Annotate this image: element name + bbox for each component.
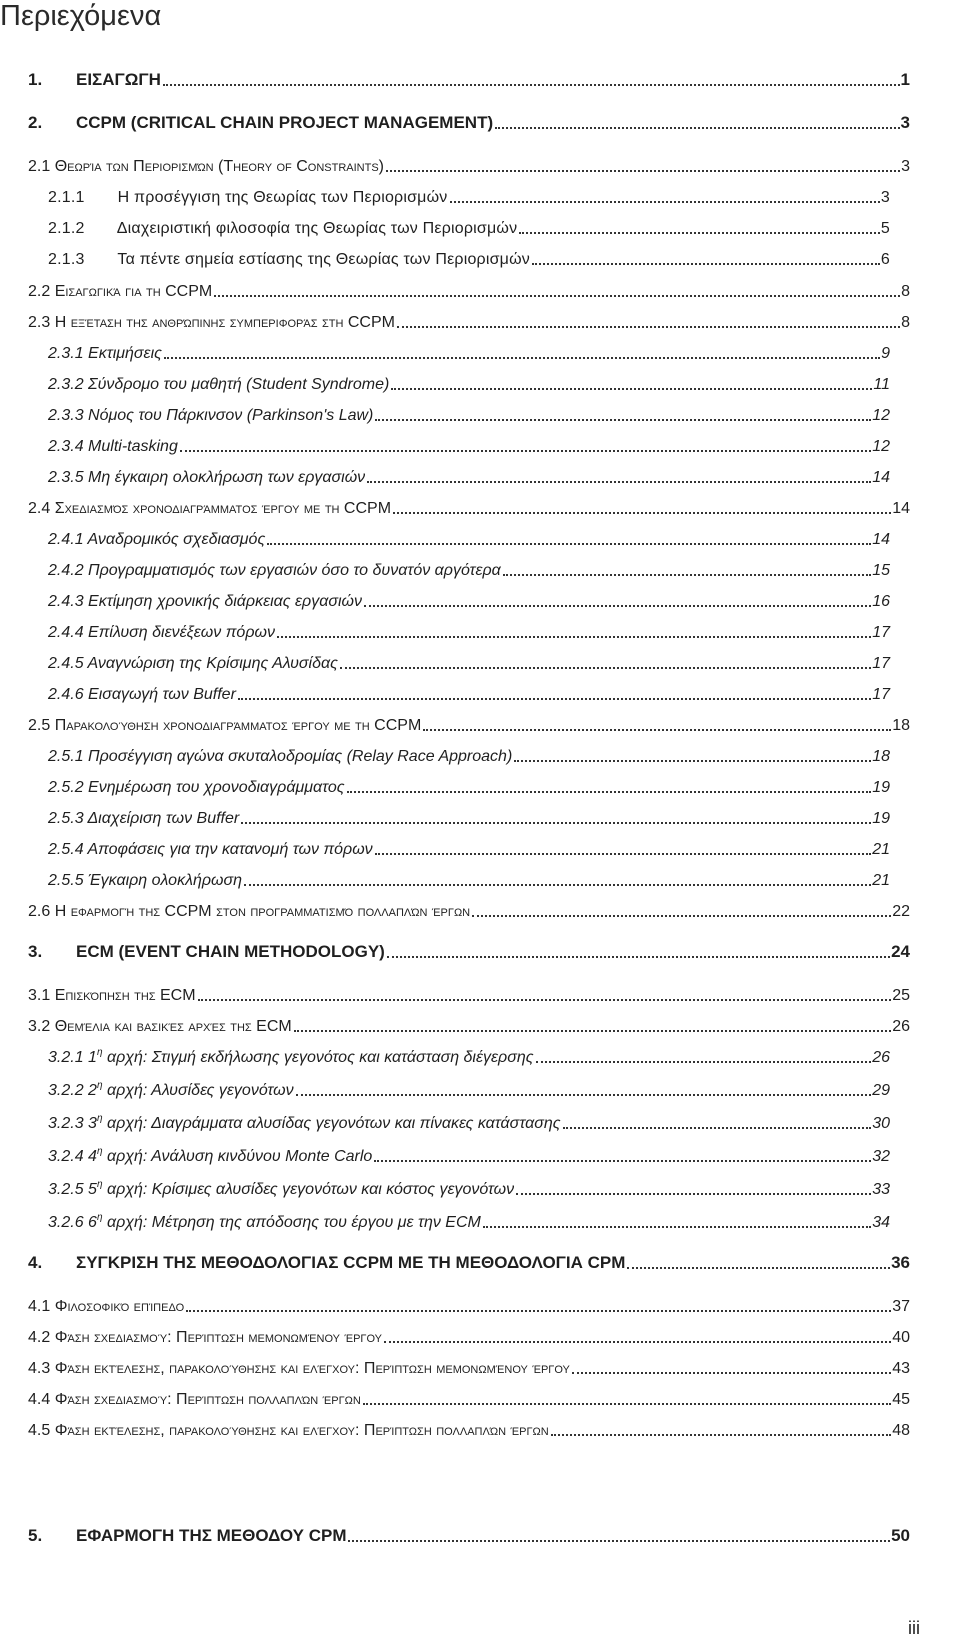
toc-entry-label: Παρακολούθηση χρονοδιαγράμματος έργου με τη CCPM — [50, 717, 422, 734]
toc-entry-page: 14 — [892, 500, 910, 517]
toc-entry-page: 45 — [892, 1391, 910, 1408]
toc-entry-label: Φάση εκτέλεσης, παρακολούθησης και ελέγχου: Περίπτωση μεμονωμένου έργου — [50, 1360, 570, 1377]
toc-entry-page: 19 — [872, 779, 890, 796]
toc-entry-label: Διαχειριστική φιλοσοφία της Θεωρίας των Περιορισμών — [113, 220, 518, 237]
toc-entry[interactable] — [48, 1043, 890, 1067]
toc-entry-number: 2.3.1 — [48, 345, 84, 362]
toc-entry-label: Ενημέρωση του χρονοδιαγράμματος — [83, 779, 345, 796]
toc-entry-title — [48, 624, 275, 642]
toc-entry-title — [48, 1181, 514, 1199]
toc-entry-number: 3.2.4 4 — [48, 1148, 97, 1165]
toc-entry-title — [48, 220, 517, 238]
toc-entry-number: 2.1 — [28, 158, 51, 175]
toc-entry-page: 17 — [872, 686, 890, 703]
toc-entry-title — [28, 500, 391, 518]
dot-leader — [393, 512, 891, 514]
toc-entry-label: Εισαγωγή των Buffer — [83, 686, 236, 703]
toc-entry[interactable] — [48, 680, 890, 704]
dot-leader — [364, 605, 871, 607]
toc-entry-page: 26 — [872, 1049, 890, 1066]
toc-entry[interactable] — [28, 1249, 910, 1273]
dot-leader — [375, 853, 872, 855]
toc-entry-page: 43 — [892, 1360, 910, 1377]
toc-entry-page: 26 — [892, 1018, 910, 1035]
toc-entry-label: Αποφάσεις για την κατανομή των πόρων — [83, 841, 373, 858]
toc-entry-title — [48, 593, 362, 611]
dot-leader — [186, 1310, 891, 1312]
toc-entry-page: 6 — [880, 251, 890, 268]
ordinal-superscript: η — [96, 1179, 103, 1190]
toc-entry-page: 14 — [872, 531, 890, 548]
toc-entry-page: 48 — [892, 1422, 910, 1439]
toc-entry[interactable] — [28, 981, 910, 1005]
toc-entry-page: 25 — [892, 987, 910, 1004]
dot-leader — [375, 419, 871, 421]
toc-entry[interactable] — [48, 804, 890, 828]
toc-entry-page: 30 — [872, 1115, 890, 1132]
dot-leader — [495, 127, 899, 129]
toc-entry-title — [48, 779, 345, 797]
toc-entry-number: 3.2.2 2 — [48, 1082, 97, 1099]
dot-leader — [516, 1193, 871, 1195]
toc-entry-label: Μη έγκαιρη ολοκλήρωση των εργασιών — [83, 469, 366, 486]
dot-leader — [483, 1226, 871, 1228]
toc-entry-number: 2.3.4 — [48, 438, 84, 455]
dot-leader — [238, 698, 871, 700]
toc-entry-label: Εισαγωγικά για τη CCPM — [50, 283, 213, 300]
toc-entry-label: Multi-tasking — [83, 438, 178, 455]
toc-entry-page: 15 — [872, 562, 890, 579]
toc-entry-label: Η προσέγγιση της Θεωρίας των Περιορισμών — [113, 189, 448, 206]
toc-entry-title — [48, 345, 162, 363]
toc-entry-number: 2.2 — [28, 283, 51, 300]
toc-entry-title — [28, 942, 385, 962]
toc-entry-number: 3.2.6 6 — [48, 1214, 97, 1231]
toc-entry-number: 2.4.1 — [48, 531, 84, 548]
ordinal-superscript: η — [96, 1113, 103, 1124]
toc-entry-page: 12 — [872, 407, 890, 424]
toc-entry-label: Φάση εκτέλεσης, παρακολούθησης και ελέγχου: Περίπτωση πολλαπλών έργων — [50, 1422, 549, 1439]
toc-entry-title — [48, 407, 373, 425]
toc-entry-number: 2.3.3 — [48, 407, 84, 424]
toc-entry-number: 2.5.1 — [48, 748, 84, 765]
toc-entry-page: 32 — [872, 1148, 890, 1165]
toc-entry-title — [28, 1329, 382, 1347]
toc-entry-title — [48, 189, 448, 207]
toc-entry-label: Αναγνώριση της Κρίσιμης Αλυσίδας — [83, 655, 338, 672]
dot-leader — [244, 884, 871, 886]
toc-entry-label: Φάση σχεδιασμού: Περίπτωση μεμονωμένου έργου — [50, 1329, 383, 1346]
dot-leader — [503, 574, 871, 576]
toc-entry-number: 5. — [28, 1526, 43, 1545]
toc-entry-title — [48, 1082, 294, 1100]
toc-entry[interactable] — [48, 401, 890, 425]
toc-entry-page: 14 — [872, 469, 890, 486]
toc-entry-number: 4.4 — [28, 1391, 51, 1408]
toc-entry-title — [48, 438, 178, 456]
toc-entry[interactable] — [28, 1292, 910, 1316]
toc-entry[interactable] — [48, 339, 890, 363]
toc-entry-title — [48, 748, 512, 766]
toc-entry-title — [28, 1391, 361, 1409]
toc-entry-title — [48, 1049, 534, 1067]
toc-entry-label: Σχεδιασμός χρονοδιαγράμματος έργου με τη CCPM — [50, 500, 392, 517]
dot-leader — [532, 263, 880, 265]
toc-entry-page: 18 — [892, 717, 910, 734]
toc-entry-number: 2.5.5 — [48, 872, 84, 889]
dot-leader — [180, 450, 871, 452]
toc-entry-title — [28, 314, 395, 332]
toc-entry-label: Έγκαιρη ολοκλήρωση — [83, 872, 242, 889]
dot-leader — [472, 915, 891, 917]
toc-entry-label: Επίλυση διενέξεων πόρων — [83, 624, 275, 641]
toc-entry-page: 3 — [901, 158, 910, 175]
dot-leader — [163, 84, 900, 86]
dot-leader — [348, 1540, 890, 1542]
dot-leader — [536, 1061, 872, 1063]
toc-entry[interactable] — [48, 370, 890, 394]
toc-entry[interactable] — [28, 494, 910, 518]
toc-entry-label: Σύνδρομο του μαθητή (Student Syndrome) — [83, 376, 390, 393]
dot-leader — [367, 481, 871, 483]
toc-entry-number: 3.2 — [28, 1018, 51, 1035]
toc-entry-label: Νόμος του Πάρκινσον (Parkinson's Law) — [83, 407, 374, 424]
toc-entry[interactable] — [48, 866, 890, 890]
toc-entry-page: 34 — [872, 1214, 890, 1231]
ordinal-superscript: η — [96, 1047, 103, 1058]
toc-entry-label: ΣΥΓΚΡΙΣΗ ΤΗΣ ΜΕΘΟΔΟΛΟΓΙΑΣ CCPM ΜΕ ΤΗ ΜΕΘΟΔΟΛΟΓΙΑ CPM — [76, 1253, 626, 1272]
toc-entry-number: 2.5.2 — [48, 779, 84, 796]
toc-entry-number: 3. — [28, 942, 43, 961]
toc-entry-label: Αναδρομικός σχεδιασμός — [83, 531, 266, 548]
page-title: Περιεχόμενα — [0, 0, 162, 32]
toc-entry-number: 2.3.2 — [48, 376, 84, 393]
toc-entry-label: ECM (EVENT CHAIN METHODOLOGY) — [76, 942, 385, 961]
toc-entry-label: Εκτιμήσεις — [83, 345, 162, 362]
toc-entry-title — [48, 469, 365, 487]
toc-entry-label: αρχή: Αλυσίδες γεγονότων — [102, 1082, 294, 1099]
dot-leader — [296, 1094, 872, 1096]
toc-entry-number: 4.3 — [28, 1360, 51, 1377]
toc-entry[interactable] — [48, 245, 890, 269]
toc-entry-page: 36 — [891, 1253, 910, 1272]
toc-entry-number: 2.5 — [28, 717, 51, 734]
toc-entry-number: 4.2 — [28, 1329, 51, 1346]
toc-entry-label: Φιλοσοφικό επίπεδο — [50, 1298, 185, 1315]
toc-entry[interactable] — [28, 1012, 910, 1036]
toc-entry-page: 24 — [891, 942, 910, 961]
toc-entry-page: 12 — [872, 438, 890, 455]
toc-entry-label: Η εφαρμογή της CCPM στον προγραμματισμό πολλαπλών έργων — [50, 903, 471, 920]
toc-entry[interactable] — [48, 183, 890, 207]
toc-entry-page: 1 — [900, 70, 910, 89]
toc-entry[interactable] — [48, 742, 890, 766]
toc-entry-label: Θεωρία των Περιορισμών (Theory of Constraints) — [50, 158, 384, 175]
toc-entry[interactable] — [28, 308, 910, 332]
dot-leader — [627, 1267, 890, 1269]
dot-leader — [384, 1341, 891, 1343]
toc-entry-page: 8 — [901, 314, 910, 331]
toc-entry-title — [48, 841, 373, 859]
toc-entry-page: 21 — [872, 841, 890, 858]
toc-entry-page: 40 — [892, 1329, 910, 1346]
toc-entry-title — [28, 1526, 346, 1546]
toc-entry-label: αρχή: Διαγράμματα αλυσίδας γεγονότων και πίνακες κατάστασης — [102, 1115, 561, 1132]
toc-entry-number: 2.6 — [28, 903, 51, 920]
toc-entry[interactable] — [48, 835, 890, 859]
dot-leader — [164, 357, 880, 359]
toc-entry-page: 21 — [872, 872, 890, 889]
toc-entry-page: 18 — [872, 748, 890, 765]
toc-entry-page: 37 — [892, 1298, 910, 1315]
toc-entry-title — [28, 1298, 184, 1316]
toc-entry-number: 2.5.4 — [48, 841, 84, 858]
toc-entry-label: αρχή: Ανάλυση κινδύνου Monte Carlo — [102, 1148, 373, 1165]
toc-entry-title — [48, 810, 239, 828]
toc-entry-page: 3 — [900, 113, 910, 132]
ordinal-superscript: η — [96, 1212, 103, 1223]
toc-entry[interactable] — [28, 1416, 910, 1440]
toc-entry[interactable] — [28, 1354, 910, 1378]
toc-entry[interactable] — [28, 1522, 910, 1546]
dot-leader — [563, 1127, 872, 1129]
toc-entry-number: 2.4.5 — [48, 655, 84, 672]
toc-entry-page: 19 — [872, 810, 890, 827]
toc-entry-title — [48, 872, 242, 890]
footer-page-number: iii — [908, 1618, 920, 1638]
dot-leader — [340, 667, 871, 669]
toc-entry-title — [48, 251, 530, 269]
toc-entry-number: 2.4.3 — [48, 593, 84, 610]
toc-entry[interactable] — [28, 152, 910, 176]
toc-entry-number: 2.5.3 — [48, 810, 84, 827]
toc-entry[interactable] — [28, 938, 910, 962]
toc-entry-number: 2.3 — [28, 314, 51, 331]
toc-entry[interactable] — [28, 1385, 910, 1409]
toc-entry-number: 4.5 — [28, 1422, 51, 1439]
toc-entry-number: 2.3.5 — [48, 469, 84, 486]
toc-entry[interactable] — [48, 1208, 890, 1232]
toc-entry-page: 17 — [872, 655, 890, 672]
toc-entry[interactable] — [48, 463, 890, 487]
dot-leader — [214, 295, 900, 297]
toc-entry[interactable] — [48, 618, 890, 642]
toc-entry-number: 2.1.1 — [48, 189, 85, 206]
ordinal-superscript: η — [96, 1146, 103, 1157]
toc-entry-number: 2.1.3 — [48, 251, 85, 268]
toc-entry-number: 2.4.4 — [48, 624, 84, 641]
toc-entry-title — [28, 717, 421, 735]
dot-leader — [386, 170, 900, 172]
toc-entry-title — [48, 562, 501, 580]
toc-entry-title — [48, 1148, 372, 1166]
toc-entry-title — [28, 1253, 625, 1273]
toc-entry-label: Διαχείριση των Buffer — [83, 810, 240, 827]
toc-entry-number: 3.1 — [28, 987, 51, 1004]
toc-entry[interactable] — [48, 1109, 890, 1133]
toc-entry-title — [28, 987, 196, 1005]
dot-leader — [572, 1372, 891, 1374]
toc-entry-title — [28, 903, 470, 921]
toc-entry[interactable] — [48, 587, 890, 611]
toc-entry-title — [28, 1018, 292, 1036]
dot-leader — [519, 232, 880, 234]
dot-leader — [198, 999, 892, 1001]
toc-entry-number: 3.2.5 5 — [48, 1181, 97, 1198]
dot-leader — [397, 326, 900, 328]
toc-entry[interactable] — [28, 109, 910, 133]
toc-entry-label: Εκτίμηση χρονικής διάρκειας εργασιών — [83, 593, 362, 610]
toc-entry-title — [48, 1115, 561, 1133]
toc-entry-page: 50 — [891, 1526, 910, 1545]
toc-entry-page: 11 — [873, 376, 890, 393]
toc-entry[interactable] — [48, 1142, 890, 1166]
toc-entry-number: 4. — [28, 1253, 43, 1272]
toc-entry[interactable] — [48, 1076, 890, 1100]
toc-entry-label: ΕΙΣΑΓΩΓΗ — [76, 70, 161, 89]
toc-entry-number: 2. — [28, 113, 43, 132]
toc-entry-label: Η εξέταση της ανθρώπινης συμπεριφοράς στη CCPM — [50, 314, 395, 331]
toc-entry-label: Επισκόπηση της ECM — [50, 987, 196, 1004]
toc-entry-title — [48, 376, 389, 394]
toc-entry-page: 17 — [872, 624, 890, 641]
toc-entry-page: 22 — [892, 903, 910, 920]
toc-entry[interactable] — [48, 649, 890, 673]
toc-entry-title — [28, 283, 212, 301]
toc-entry-label: αρχή: Στιγμή εκδήλωσης γεγονότος και κατάσταση διέγερσης — [102, 1049, 534, 1066]
toc-entry-title — [28, 1422, 549, 1440]
toc-entry-page: 5 — [880, 220, 890, 237]
toc-entry[interactable] — [28, 277, 910, 301]
toc-entry-page: 16 — [872, 593, 890, 610]
toc-entry-page: 29 — [872, 1082, 890, 1099]
toc-entry-page: 33 — [872, 1181, 890, 1198]
toc-entry-label: ΕΦΑΡΜΟΓΗ ΤΗΣ ΜΕΘΟΔΟΥ CPM — [76, 1526, 347, 1545]
toc-entry-number: 2.4 — [28, 500, 51, 517]
dot-leader — [363, 1403, 891, 1405]
toc-entry-label: Φάση σχεδιασμού: Περίπτωση πολλαπλών έργων — [50, 1391, 361, 1408]
toc-entry-title — [28, 70, 161, 90]
dot-leader — [514, 760, 871, 762]
dot-leader — [294, 1030, 891, 1032]
dot-leader — [241, 822, 871, 824]
toc-entry-number: 3.2.3 3 — [48, 1115, 97, 1132]
ordinal-superscript: η — [96, 1080, 103, 1091]
toc-entry[interactable] — [28, 711, 910, 735]
dot-leader — [267, 543, 871, 545]
toc-entry-title — [48, 1214, 481, 1232]
dot-leader — [277, 636, 871, 638]
toc-entry[interactable] — [48, 432, 890, 456]
toc-entry[interactable] — [28, 1323, 910, 1347]
toc-entry-title — [28, 1360, 570, 1378]
toc-entry-title — [28, 158, 384, 176]
toc-entry[interactable] — [48, 556, 890, 580]
toc-entry-title — [48, 655, 338, 673]
toc-entry[interactable] — [48, 773, 890, 797]
toc-entry-page: 3 — [880, 189, 890, 206]
toc-entry-number: 1. — [28, 70, 43, 89]
toc-entry-title — [28, 113, 493, 133]
toc-entry-label: CCPM (CRITICAL CHAIN PROJECT MANAGEMENT) — [76, 113, 494, 132]
toc-entry-title — [48, 686, 236, 704]
toc-entry-title — [48, 531, 265, 549]
toc-entry[interactable] — [48, 214, 890, 238]
toc-entry-label: Προγραμματισμός των εργασιών όσο το δυνατόν αργότερα — [83, 562, 501, 579]
dot-leader — [423, 729, 891, 731]
toc-entry-page: 9 — [881, 345, 890, 362]
toc-entry-number: 2.1.2 — [48, 220, 85, 237]
toc-entry-number: 4.1 — [28, 1298, 51, 1315]
toc-entry-label: Θεμέλια και βασικές αρχές της ECM — [50, 1018, 292, 1035]
toc-entry-number: 2.4.6 — [48, 686, 84, 703]
toc-entry[interactable] — [28, 66, 910, 90]
toc-entry-label: Προσέγγιση αγώνα σκυταλοδρομίας (Relay Race Approach) — [83, 748, 513, 765]
toc-entry-label: αρχή: Μέτρηση της απόδοσης του έργου με την ECM — [102, 1214, 481, 1231]
toc-entry[interactable] — [28, 897, 910, 921]
dot-leader — [551, 1434, 892, 1436]
toc-entry[interactable] — [48, 525, 890, 549]
toc-entry-number: 2.4.2 — [48, 562, 84, 579]
toc-entry-page: 8 — [901, 283, 910, 300]
dot-leader — [450, 201, 880, 203]
dot-leader — [374, 1160, 871, 1162]
dot-leader — [391, 388, 872, 390]
dot-leader — [387, 956, 890, 958]
toc-entry-label: αρχή: Κρίσιμες αλυσίδες γεγονότων και κόστος γεγονότων — [102, 1181, 515, 1198]
dot-leader — [347, 791, 872, 793]
toc-entry-number: 3.2.1 1 — [48, 1049, 97, 1066]
toc-entry-label: Τα πέντε σημεία εστίασης της Θεωρίας των Περιορισμών — [113, 251, 530, 268]
toc-entry[interactable] — [48, 1175, 890, 1199]
